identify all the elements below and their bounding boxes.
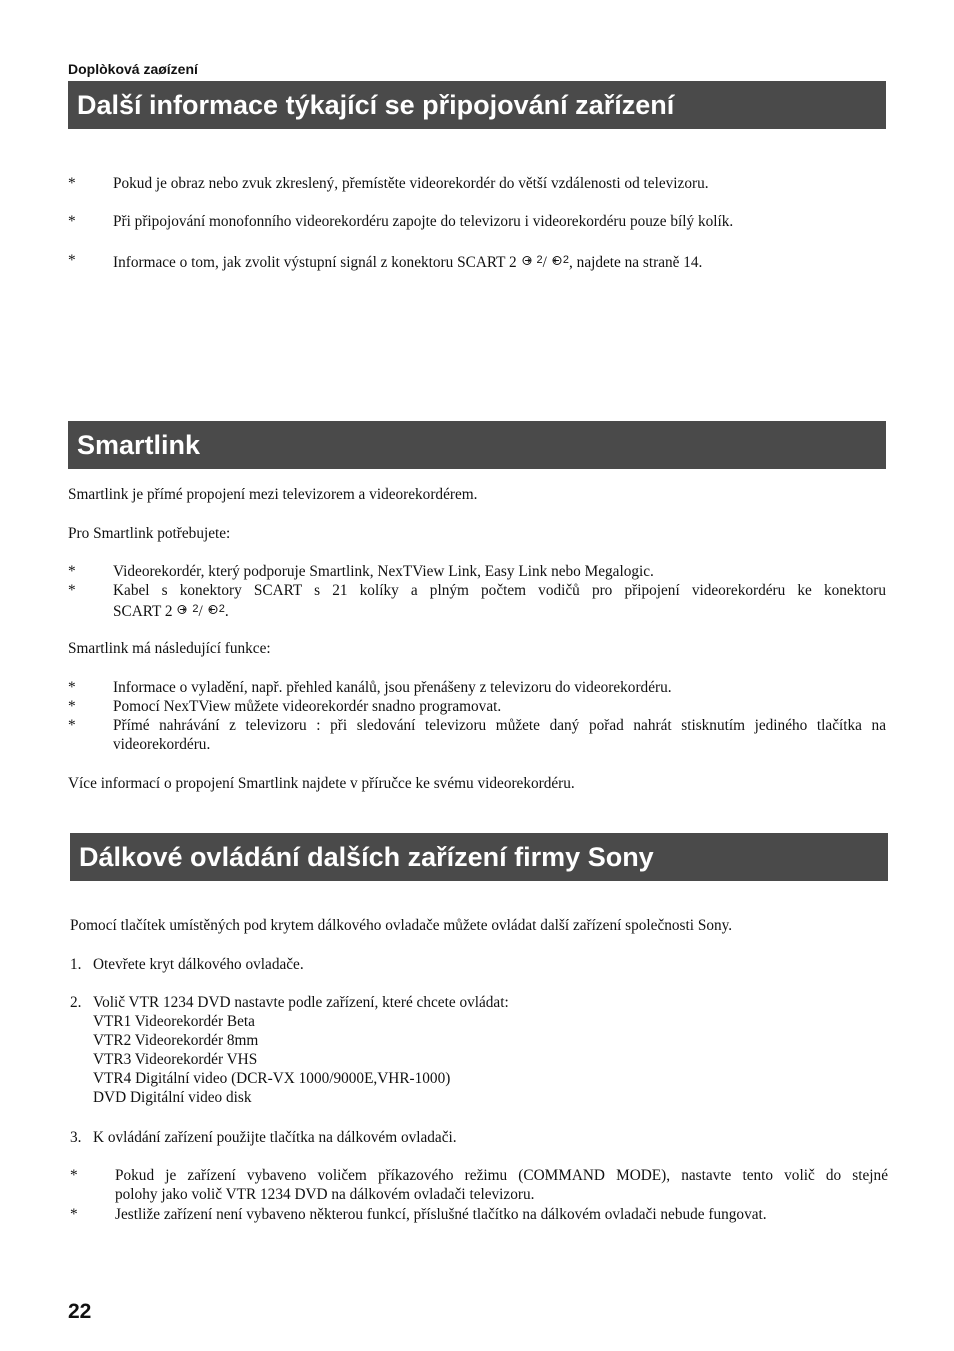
list-item bbox=[68, 174, 886, 193]
step-number: 3. bbox=[70, 1129, 82, 1146]
scart-output-icon bbox=[204, 601, 218, 620]
list-item bbox=[68, 716, 886, 754]
bullet-text-line2: polohy jako volič VTR 1234 DVD na dálkovém ovladači televizoru. bbox=[115, 1186, 535, 1203]
bullet-marker: * bbox=[70, 1167, 78, 1184]
bullet-marker: * bbox=[68, 175, 76, 192]
bullet-marker: * bbox=[68, 582, 76, 599]
bullet-marker: * bbox=[68, 717, 76, 734]
bullet-text: Pokud je zařízení vybaveno voličem příkazového režimu (COMMAND MODE), nastavte tento volič do stejné bbox=[115, 1167, 888, 1184]
page-number: 22 bbox=[68, 1300, 92, 1323]
device-option: VTR3 Videorekordér VHS bbox=[93, 1051, 258, 1068]
bullet-marker: * bbox=[70, 1206, 78, 1223]
step-number: 1. bbox=[70, 956, 82, 973]
bullet-text: Videorekordér, který podporuje Smartlink, NexTView Link, Easy Link nebo Megalogic. bbox=[113, 563, 654, 580]
remote-intro: Pomocí tlačítek umístěných pod krytem dálkového ovladače můžete ovládat další zařízení společnosti Sony. bbox=[70, 917, 733, 934]
list-item bbox=[70, 993, 888, 1108]
bullet-text: Informace o tom, jak zvolit výstupní signál z konektoru SCART 2 bbox=[113, 254, 521, 271]
smartlink-needs-label: Pro Smartlink potřebujete: bbox=[68, 525, 231, 542]
scart-input-icon bbox=[522, 252, 536, 271]
list-item bbox=[68, 697, 886, 716]
heading-remote-control: Dálkové ovládání dalších zařízení firmy Sony bbox=[70, 833, 888, 881]
list-item bbox=[68, 562, 886, 581]
step-text: Otevřete kryt dálkového ovladače. bbox=[93, 956, 304, 973]
bullet-text: Pokud je obraz nebo zvuk zkreslený, přemístěte videorekordér do větší vzdálenosti od televizoru. bbox=[113, 175, 709, 192]
bullet-marker: * bbox=[68, 563, 76, 580]
step-text: K ovládání zařízení použijte tlačítka na dálkovém ovladači. bbox=[93, 1129, 457, 1146]
scart-input-number: 2 bbox=[192, 603, 199, 615]
icon-separator: / bbox=[542, 254, 547, 271]
bullet-text: Přímé nahrávání z televizoru : při sledování televizoru můžete daný pořad nahrát stisknutím jediného tlačítka na bbox=[113, 717, 886, 734]
smartlink-functions-label: Smartlink má následující funkce: bbox=[68, 640, 271, 657]
device-option: VTR2 Videorekordér 8mm bbox=[93, 1032, 259, 1049]
bullet-text: Informace o vyladění, např. přehled kanálů, jsou přenášeny z televizoru do videorekordéru. bbox=[113, 679, 672, 696]
scart-output-number: 2 bbox=[562, 254, 570, 266]
list-item bbox=[68, 212, 886, 231]
list-item bbox=[70, 955, 888, 974]
step-text: Volič VTR 1234 DVD nastavte podle zařízení, které chcete ovládat: bbox=[93, 994, 509, 1011]
icon-separator: / bbox=[198, 603, 203, 620]
list-item bbox=[68, 581, 886, 619]
heading-smartlink: Smartlink bbox=[68, 421, 886, 469]
scart-input-icon bbox=[177, 601, 191, 620]
device-option: DVD Digitální video disk bbox=[93, 1089, 252, 1106]
bullet-marker: * bbox=[68, 698, 76, 715]
device-option: VTR4 Digitální video (DCR-VX 1000/9000E,VHR-1000) bbox=[93, 1070, 451, 1087]
bullet-marker: * bbox=[68, 679, 76, 696]
list-item bbox=[70, 1166, 888, 1204]
bullet-text: Kabel s konektory SCART s 21 kolíky a plným počtem vodičů pro připojení videorekordéru ke konektoru bbox=[113, 582, 886, 599]
bullet-text-suffix: . bbox=[224, 603, 229, 620]
section-label: Doplòková zaøízení bbox=[68, 61, 198, 77]
bullet-text-line2: videorekordéru. bbox=[113, 736, 211, 753]
bullet-marker: * bbox=[68, 252, 76, 269]
list-item bbox=[70, 1205, 888, 1224]
smartlink-intro: Smartlink je přímé propojení mezi televizorem a videorekordérem. bbox=[68, 486, 478, 503]
list-item bbox=[68, 251, 886, 270]
bullet-text-suffix: , najdete na straně 14. bbox=[569, 254, 703, 271]
scart-input-number: 2 bbox=[536, 254, 543, 266]
list-item bbox=[68, 678, 886, 697]
bullet-marker: * bbox=[68, 213, 76, 230]
step-number: 2. bbox=[70, 994, 82, 1011]
bullet-text: Jestliže zařízení není vybaveno některou funkcí, příslušné tlačítko na dálkovém ovladači nebude fungovat. bbox=[115, 1206, 767, 1223]
bullet-text-line2: SCART 2 bbox=[113, 603, 177, 620]
list-item bbox=[70, 1128, 888, 1147]
heading-connection-info: Další informace týkající se připojování zařízení bbox=[68, 81, 886, 129]
smartlink-outro: Více informací o propojení Smartlink najdete v příručce ke svému videorekordéru. bbox=[68, 775, 575, 792]
device-option: VTR1 Videorekordér Beta bbox=[93, 1013, 255, 1030]
scart-output-number: 2 bbox=[218, 603, 225, 615]
scart-output-icon bbox=[548, 252, 562, 271]
bullet-text: Při připojování monofonního videorekordéru zapojte do televizoru i videorekordéru pouze bílý kolík. bbox=[113, 213, 734, 230]
bullet-text: Pomocí NexTView můžete videorekordér snadno programovat. bbox=[113, 698, 502, 715]
